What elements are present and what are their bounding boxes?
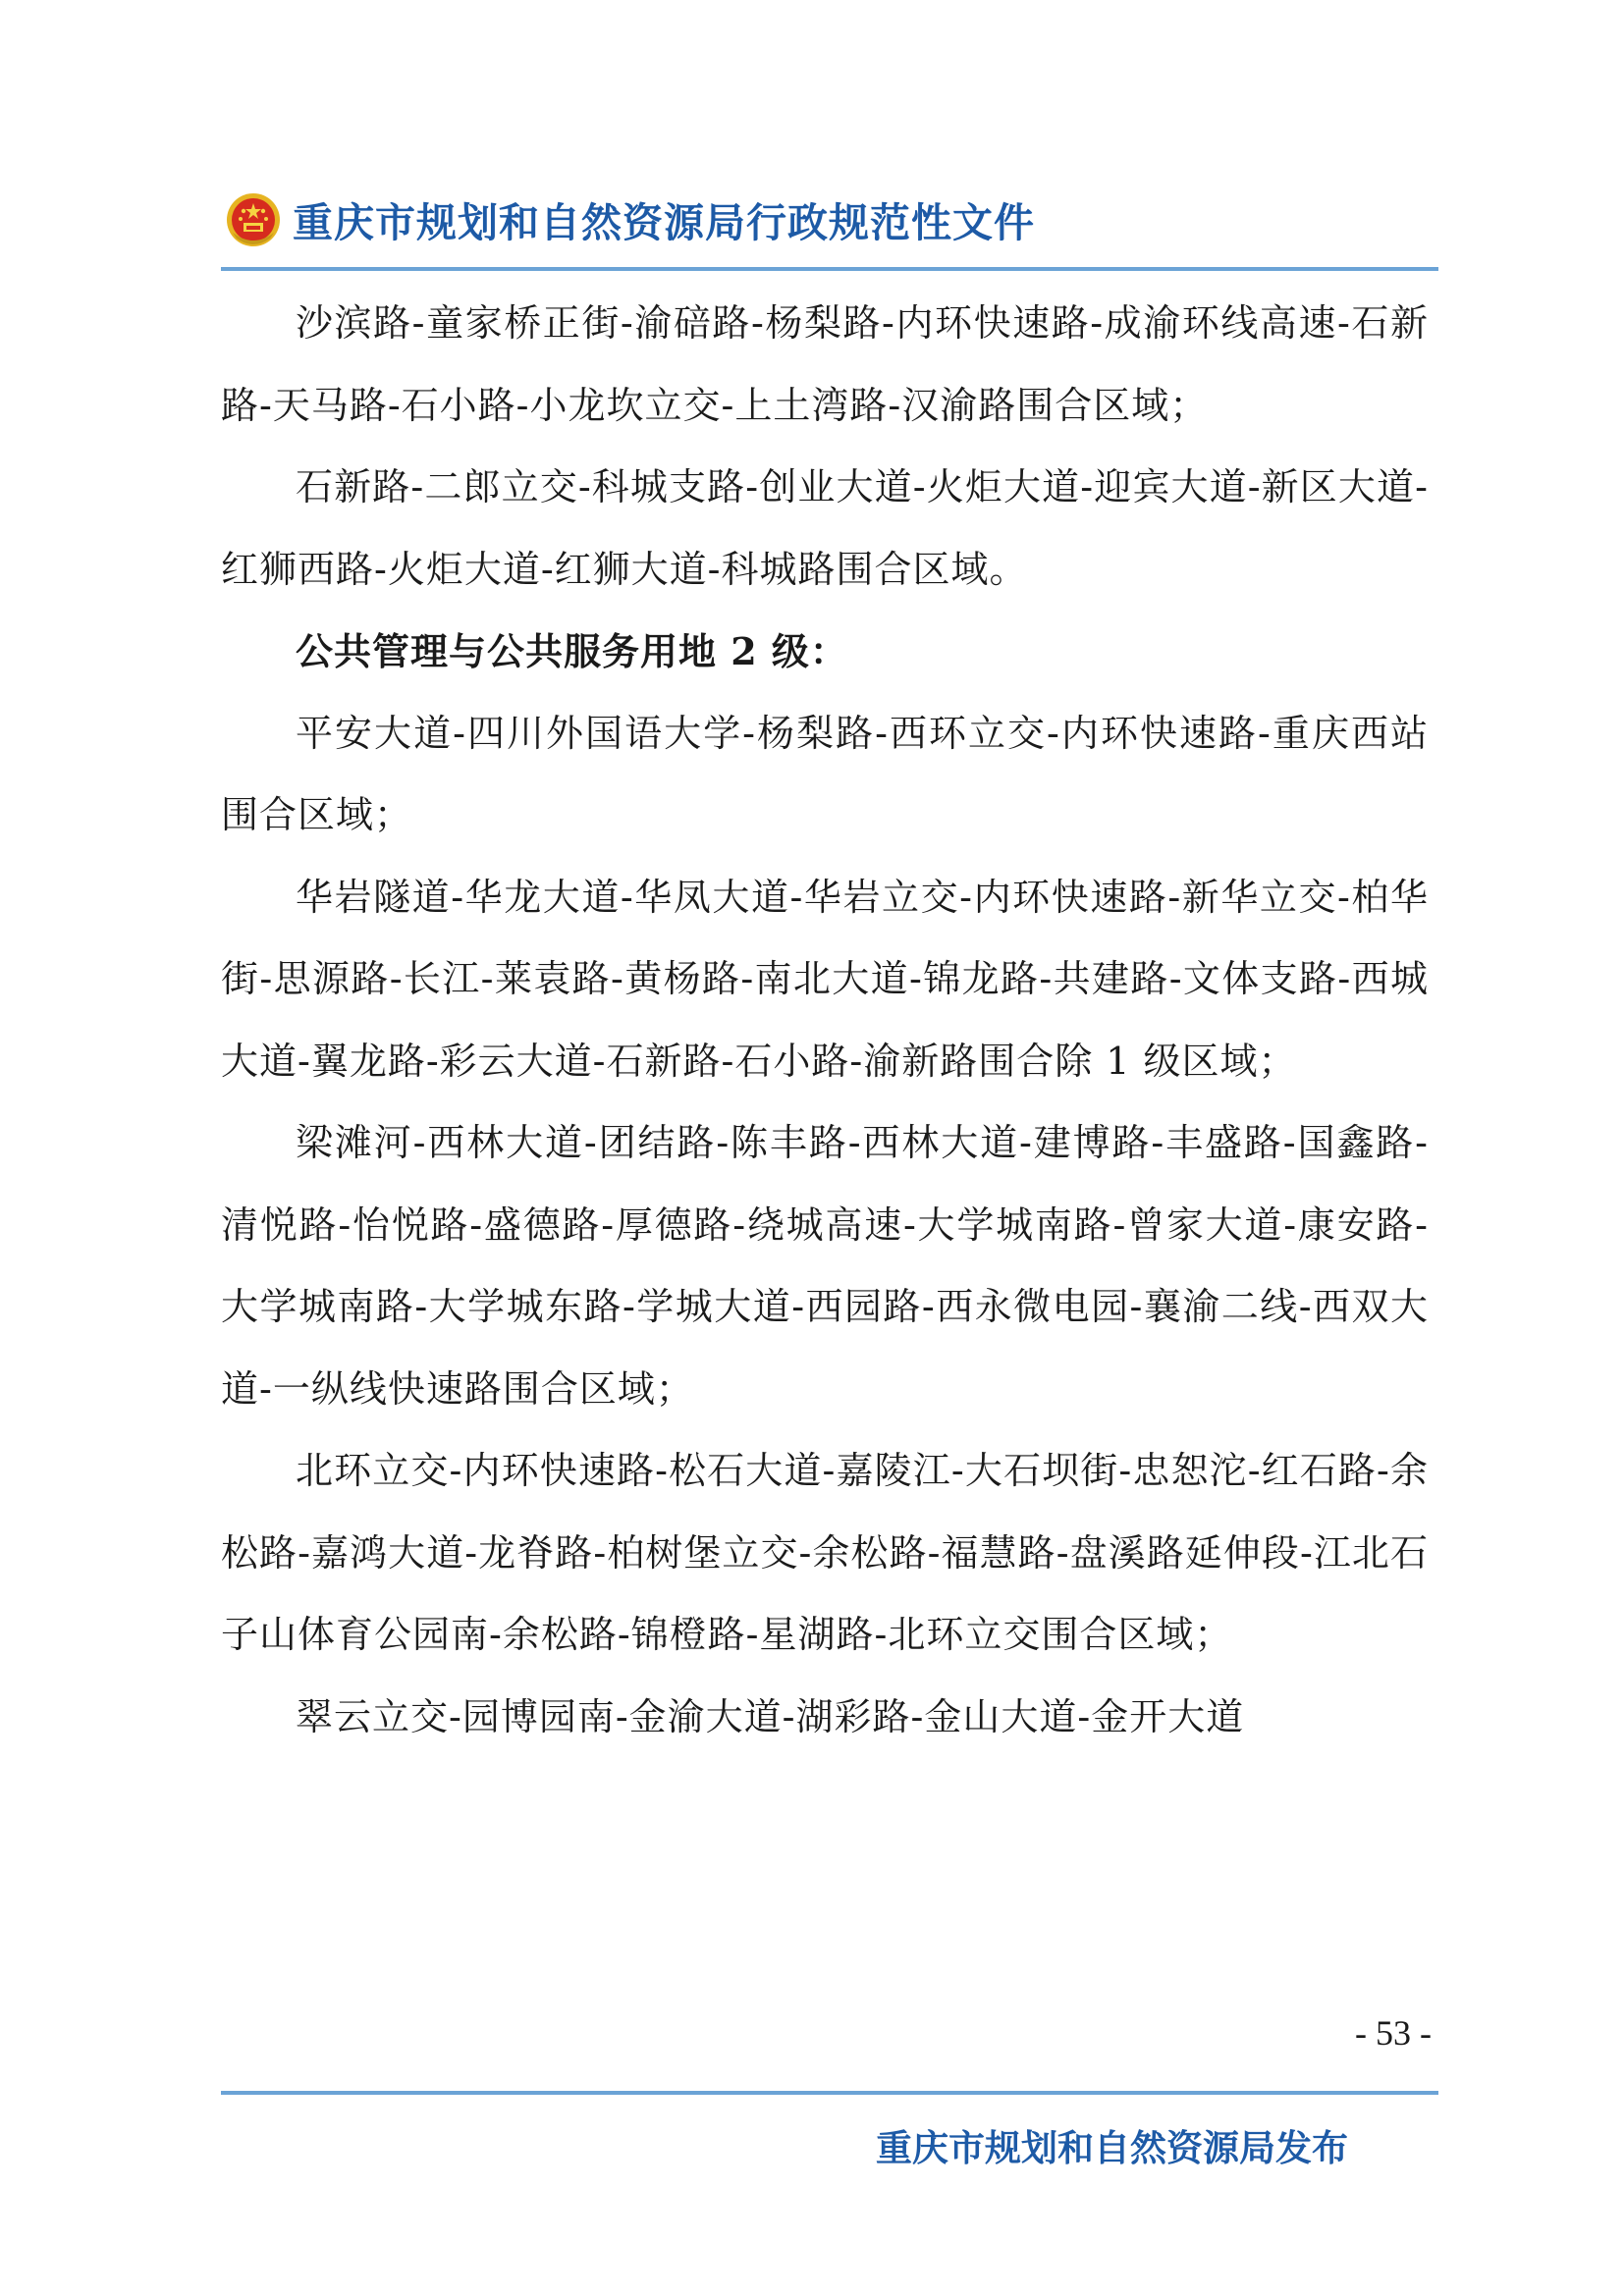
body-paragraph: 石新路-二郎立交-科城支路-创业大道-火炬大道-迎宾大道-新区大道-红狮西路-火炬大道-红狮大道-科城路围合区域。 [221, 465, 1429, 591]
footer-divider [221, 2091, 1438, 2095]
document-body [221, 283, 1429, 1758]
section-heading: 公共管理与公共服务用地 2 级： [296, 629, 848, 673]
document-header [224, 185, 1035, 253]
body-paragraph: 北环立交-内环快速路-松石大道-嘉陵江-大石坝街-忠恕沱-红石路-余松路-嘉鸿大道-龙脊路-柏树堡立交-余松路-福慧路-盘溪路延伸段-江北石子山体育公园南-余松路-锦橙路-星湖路-北环立交围合区域； [221, 1449, 1429, 1656]
document-series-title: 重庆市规划和自然资源局行政规范性文件 [293, 198, 1035, 246]
page-number: - 53 - [1355, 2013, 1432, 2053]
header-divider [221, 267, 1438, 271]
footer-publisher: 重庆市规划和自然资源局发布 [876, 2127, 1348, 2169]
body-paragraph: 翠云立交-园博园南-金渝大道-湖彩路-金山大道-金开大道 [296, 1694, 1245, 1738]
body-paragraph: 沙滨路-童家桥正街-渝碚路-杨梨路-内环快速路-成渝环线高速-石新路-天马路-石小路-小龙坎立交-上土湾路-汉渝路围合区域； [221, 301, 1429, 427]
national-emblem-icon [224, 189, 283, 248]
body-paragraph: 平安大道-四川外国语大学-杨梨路-西环立交-内环快速路-重庆西站围合区域； [221, 711, 1429, 836]
body-paragraph: 梁滩河-西林大道-团结路-陈丰路-西林大道-建博路-丰盛路-国鑫路-清悦路-怡悦路-盛德路-厚德路-绕城高速-大学城南路-曾家大道-康安路-大学城南路-大学城东路-学城大道-西园路-西永微电园-襄渝二线-西双大道-一纵线快速路围合区域； [221, 1121, 1429, 1411]
body-paragraph: 华岩隧道-华龙大道-华凤大道-华岩立交-内环快速路-新华立交-柏华街-思源路-长江-莱袁路-黄杨路-南北大道-锦龙路-共建路-文体支路-西城大道-翼龙路-彩云大道-石新路-石小路-渝新路围合除 1 级区域； [221, 875, 1429, 1083]
